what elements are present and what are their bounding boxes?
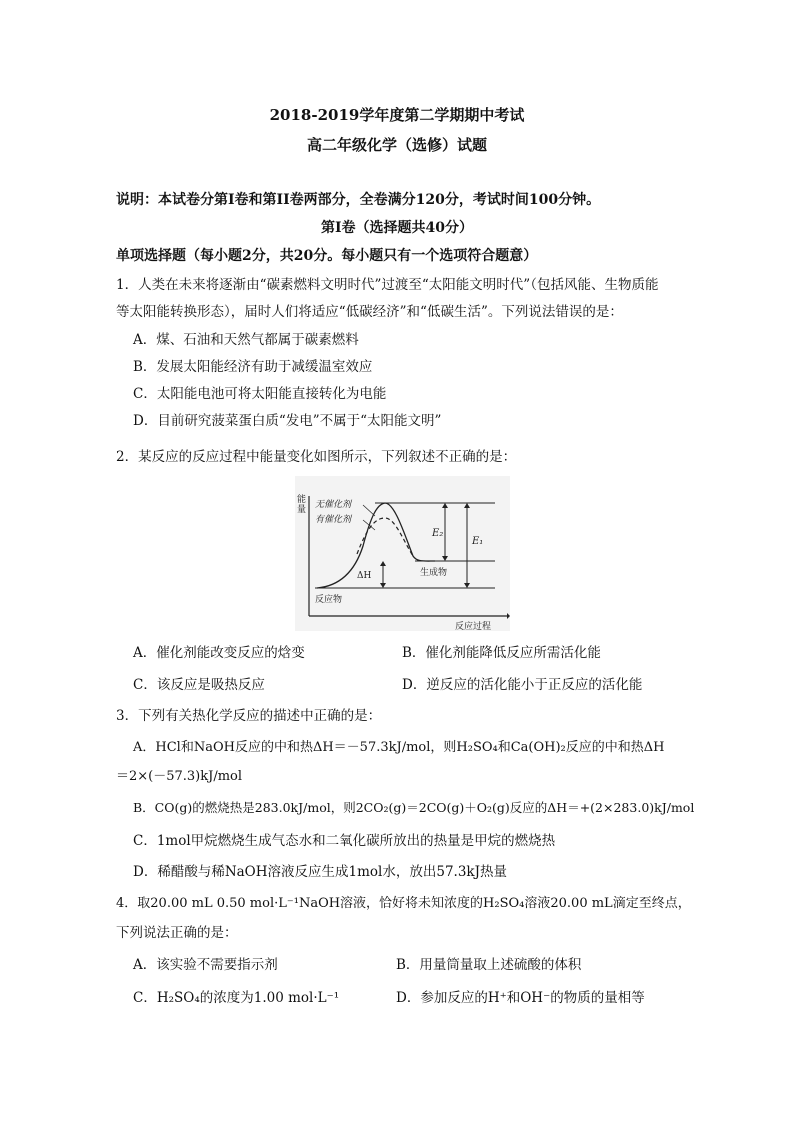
question-3-option-d: D．稀醋酸与稀NaOH溶液反应生成1mol水，放出57.3kJ热量 bbox=[133, 864, 508, 880]
reactant-label: 反应物 bbox=[315, 595, 343, 605]
product-label: 生成物 bbox=[420, 568, 448, 578]
exam-subject-title: 高二年级化学（选修）试题 bbox=[306, 136, 487, 154]
catalyst-label: 有催化剂 bbox=[315, 515, 352, 525]
question-4-stem-line-1: 4．取20.00 mL 0.50 mol·L⁻¹NaOH溶液，恰好将未知浓度的H₂SO₄溶液20.00 mL滴定至终点， bbox=[116, 896, 691, 911]
question-1-option-c: C．太阳能电池可将太阳能直接转化为电能 bbox=[133, 386, 387, 402]
question-1-option-b: B．发展太阳能经济有助于减缓温室效应 bbox=[133, 359, 373, 375]
exam-year-title: 2018-2019学年度第二学期期中考试 bbox=[269, 106, 525, 124]
question-3-option-c: C．1mol甲烷燃烧生成气态水和二氧化碳所放出的热量是甲烷的燃烧热 bbox=[133, 833, 556, 849]
question-1-option-d: D．目前研究菠菜蛋白质“发电”不属于“太阳能文明” bbox=[133, 413, 442, 429]
question-3-option-b: B．CO(g)的燃烧热是283.0kJ/mol，则2CO₂(g)＝2CO(g)＋O₂(g)反应的ΔH＝+(2×283.0)kJ/mol bbox=[133, 800, 695, 815]
section-title: 第I卷（选择题共40分） bbox=[320, 220, 474, 236]
energy-diagram bbox=[295, 476, 510, 631]
question-2-option-b: B．催化剂能降低反应所需活化能 bbox=[402, 645, 601, 661]
y-axis-label-char-1: 能 bbox=[297, 495, 307, 505]
section-subtitle: 单项选择题（每小题2分，共20分。每小题只有一个选项符合题意） bbox=[116, 248, 538, 264]
no-catalyst-label: 无催化剂 bbox=[315, 500, 352, 510]
question-4-option-b: B．用量筒量取上述硫酸的体积 bbox=[396, 957, 582, 973]
e1-label: E₁ bbox=[472, 536, 484, 547]
question-1-stem-line-2: 等太阳能转换形态），届时人们将适应“低碳经济”和“低碳生活”。下列说法错误的是： bbox=[116, 304, 623, 320]
question-1-option-a: A．煤、石油和天然气都属于碳素燃料 bbox=[133, 332, 359, 348]
question-4-option-d: D．参加反应的H⁺和OH⁻的物质的量相等 bbox=[396, 990, 645, 1006]
question-4-option-c: C．H₂SO₄的浓度为1.00 mol·L⁻¹ bbox=[133, 990, 340, 1006]
e2-label: E₂ bbox=[432, 528, 444, 539]
question-2-stem: 2．某反应的反应过程中能量变化如图所示，下列叙述不正确的是： bbox=[116, 449, 517, 465]
question-3-option-a: A．HCl和NaOH反应的中和热ΔH＝－57.3kJ/mol，则H₂SO₄和Ca(OH)₂反应的中和热ΔH bbox=[133, 740, 665, 755]
question-4-stem-line-2: 下列说法正确的是： bbox=[116, 925, 238, 941]
question-3-stem: 3．下列有关热化学反应的描述中正确的是： bbox=[116, 708, 382, 724]
question-2-option-d: D．逆反应的活化能小于正反应的活化能 bbox=[402, 677, 643, 693]
question-1-stem-line-1: 1．人类在未来将逐渐由“碳素燃料文明时代”过渡至“太阳能文明时代”（包括风能、生物质能 bbox=[116, 277, 659, 293]
exam-instructions: 说明：本试卷分第I卷和第II卷两部分，全卷满分120分，考试时间100分钟。 bbox=[116, 192, 601, 208]
question-2-option-a: A．催化剂能改变反应的焓变 bbox=[133, 645, 305, 661]
question-2-option-c: C．该反应是吸热反应 bbox=[133, 677, 265, 693]
question-3-option-a-continued: ＝2×(－57.3)kJ/mol bbox=[116, 769, 243, 784]
dh-label: ΔH bbox=[357, 571, 372, 581]
question-4-option-a: A．该实验不需要指示剂 bbox=[133, 957, 278, 973]
y-axis-label-char-2: 量 bbox=[297, 505, 307, 515]
x-axis-label: 反应过程 bbox=[455, 622, 492, 631]
